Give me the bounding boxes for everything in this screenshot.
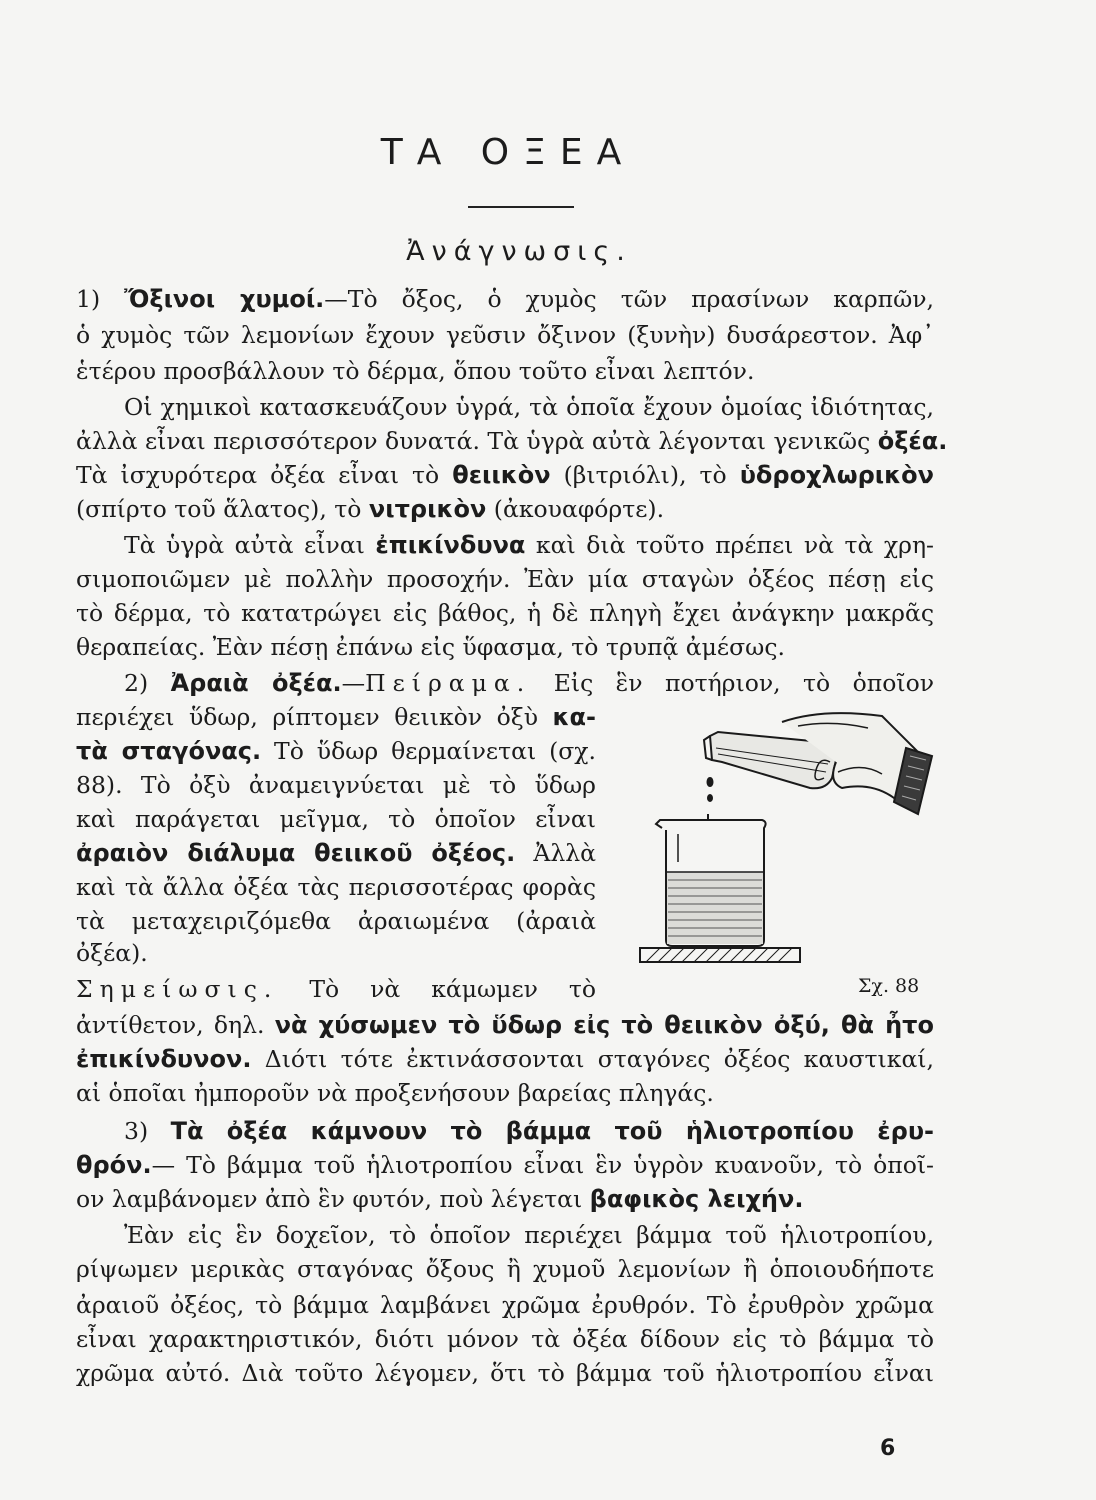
- paragraph-line: καὶ παράγεται μεῖγμα, τὸ ὁποῖον εἶναι: [76, 805, 596, 833]
- paragraph-line: εἶναι χαρακτηριστικόν, διότι μόνον τὰ ὀξέα δίδουν εἰς τὸ βάμμα τὸ: [76, 1325, 934, 1353]
- beaker-pour-illustration: [632, 702, 948, 974]
- paragraph-line: θρόν.— Τὸ βάμμα τοῦ ἡλιοτροπίου εἶναι ἓν ὑγρὸν κυανοῦν, τὸ ὁποῖ-: [76, 1151, 934, 1179]
- paragraph-line: αἱ ὁποῖαι ἠμποροῦν νὰ προξενήσουν βαρείας πληγάς.: [76, 1079, 714, 1107]
- paragraph-line: ἀλλὰ εἶναι περισσότερον δυνατά. Τὰ ὑγρὰ αὐτὰ λέγονται γενικῶς ὀξέα.: [76, 427, 948, 455]
- paragraph-line: τὰ σταγόνας. Τὸ ὕδωρ θερμαίνεται (σχ.: [76, 737, 596, 765]
- paragraph-line: σιμοποιῶμεν μὲ πολλὴν προσοχήν. Ἐὰν μία σταγὼν ὀξέος πέσῃ εἰς: [76, 565, 934, 593]
- page-number: 6: [880, 1436, 896, 1461]
- paragraph-line: χρῶμα αὐτό. Διὰ τοῦτο λέγομεν, ὅτι τὸ βάμμα τοῦ ἡλιοτροπίου εἶναι: [76, 1359, 934, 1387]
- paragraph-line: Ἐὰν εἰς ἓν δοχεῖον, τὸ ὁποῖον περιέχει βάμμα τοῦ ἡλιοτροπίου,: [124, 1221, 934, 1249]
- paragraph-line: 3) Τὰ ὀξέα κάμνουν τὸ βάμμα τοῦ ἡλιοτροπίου ἐρυ-: [124, 1117, 934, 1145]
- paragraph-line: ὁ χυμὸς τῶν λεμονίων ἔχουν γεῦσιν ὄξινον (ξυνὴν) δυσάρεστον. Ἀφ᾽: [76, 321, 934, 349]
- paragraph-line: 1) Ὄξινοι χυμοί.—Τὸ ὄξος, ὁ χυμὸς τῶν πρασίνων καρπῶν,: [76, 285, 934, 313]
- paragraph-line: Σημείωσις. Τὸ νὰ κάμωμεν τὸ: [76, 975, 596, 1003]
- paragraph-line: ρίψωμεν μερικὰς σταγόνας ὄξους ἢ χυμοῦ λεμονίων ἢ ὁποιουδήποτε: [76, 1255, 934, 1283]
- page-title: ΤΑ ΟΞΕΑ: [380, 132, 636, 173]
- paragraph-line: ἀραιὸν διάλυμα θειικοῦ ὀξέος. Ἀλλὰ: [76, 839, 596, 867]
- figure-caption: Σχ. 88: [858, 975, 920, 997]
- paragraph-line: 2) Ἀραιὰ ὀξέα.—Πείραμα. Εἰς ἓν ποτήριον, τὸ ὁποῖον: [124, 669, 935, 697]
- section-subtitle: Ἀνάγνωσις.: [406, 236, 632, 267]
- paragraph-line: ον λαμβάνομεν ἀπὸ ἓν φυτόν, ποὺ λέγεται βαφικὸς λειχήν.: [76, 1185, 804, 1213]
- paragraph-line: 88). Τὸ ὀξὺ ἀναμειγνύεται μὲ τὸ ὕδωρ: [76, 771, 596, 799]
- paragraph-line: περιέχει ὕδωρ, ρίπτομεν θειικὸν ὀξὺ κα-: [76, 703, 596, 731]
- paragraph-line: ἀντίθετον, δηλ. νὰ χύσωμεν τὸ ὕδωρ εἰς τὸ θειικὸν ὀξύ, θὰ ἦτο: [76, 1011, 934, 1039]
- paragraph-line: καὶ τὰ ἄλλα ὀξέα τὰς περισσοτέρας φορὰς: [76, 873, 596, 901]
- paragraph-line: Τὰ ὑγρὰ αὐτὰ εἶναι ἐπικίνδυνα καὶ διὰ τοῦτο πρέπει νὰ τὰ χρη-: [124, 531, 934, 559]
- paragraph-line: ἑτέρου προσβάλλουν τὸ δέρμα, ὅπου τοῦτο εἶναι λεπτόν.: [76, 357, 755, 385]
- paragraph-line: Οἱ χημικοὶ κατασκευάζουν ὑγρά, τὰ ὁποῖα ἔχουν ὁμοίας ἰδιότητας,: [124, 393, 934, 421]
- paragraph-line: τὰ μεταχειριζόμεθα ἀραιωμένα (ἀραιὰ: [76, 907, 596, 935]
- paragraph-line: τὸ δέρμα, τὸ κατατρώγει εἰς βάθος, ἡ δὲ πληγὴ ἔχει ἀνάγκην μακρᾶς: [76, 599, 934, 627]
- paragraph-line: ὀξέα).: [76, 939, 148, 967]
- paragraph-line: (σπίρτο τοῦ ἅλατος), τὸ νιτρικὸν (ἀκουαφόρτε).: [76, 495, 665, 523]
- title-divider: [468, 206, 574, 208]
- paragraph-line: ἀραιοῦ ὀξέος, τὸ βάμμα λαμβάνει χρῶμα ἐρυθρόν. Τὸ ἐρυθρὸν χρῶμα: [76, 1291, 934, 1319]
- paragraph-line: θεραπείας. Ἐὰν πέσῃ ἐπάνω εἰς ὕφασμα, τὸ τρυπᾷ ἀμέσως.: [76, 633, 785, 661]
- paragraph-line: Τὰ ἰσχυρότερα ὀξέα εἶναι τὸ θειικὸν (βιτριόλι), τὸ ὑδροχλωρικὸν: [76, 461, 934, 489]
- paragraph-line: ἐπικίνδυνον. Διότι τότε ἐκτινάσσονται σταγόνες ὀξέος καυστικαί,: [76, 1045, 934, 1073]
